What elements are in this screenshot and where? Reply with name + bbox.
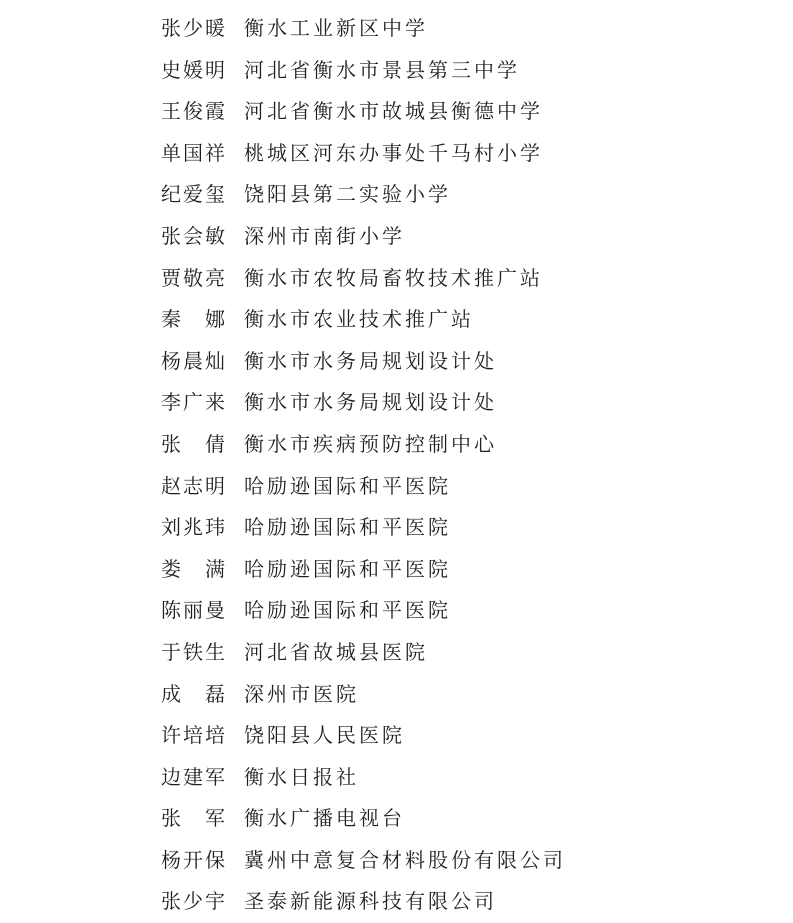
organization-name: 桃城区河东办事处千马村小学 [244,140,543,165]
list-item [0,798,793,840]
person-name: 秦 娜 [161,307,227,332]
person-name: 张少暖 [161,16,227,40]
list-item [0,382,793,424]
organization-name: 圣泰新能源科技有限公司 [244,889,497,914]
organization-name: 深州市医院 [244,681,359,706]
person-name: 单国祥 [161,140,227,165]
person-name: 杨开保 [161,847,227,872]
list-item [0,632,793,674]
organization-name: 河北省故城县医院 [244,639,428,664]
list-item [0,50,793,92]
list-item [0,299,793,341]
person-name: 王俊霞 [161,99,227,124]
list-item [0,341,793,383]
organization-name: 衡水市水务局规划设计处 [244,390,497,415]
person-name: 刘兆玮 [161,515,227,540]
person-name: 边建军 [161,764,227,789]
list-item [0,174,793,216]
list-item [0,674,793,716]
person-name: 张 倩 [161,431,227,456]
list-item [0,8,793,50]
organization-name: 哈励逊国际和平医院 [244,556,451,581]
list-item [0,91,793,133]
person-name: 许培培 [161,723,227,748]
person-name: 张会敏 [161,223,227,248]
list-item [0,258,793,300]
list-item [0,840,793,882]
list-item [0,757,793,799]
organization-name: 衡水广播电视台 [244,806,405,831]
list-item [0,133,793,175]
list-item [0,216,793,258]
organization-name: 河北省衡水市景县第三中学 [244,57,520,82]
person-name: 杨晨灿 [161,348,227,373]
organization-name: 衡水市水务局规划设计处 [244,348,497,373]
organization-name: 衡水日报社 [244,764,359,789]
person-name: 李广来 [161,390,227,415]
organization-name: 哈励逊国际和平医院 [244,598,451,623]
organization-name: 衡水市农牧局畜牧技术推广站 [244,265,543,290]
organization-name: 冀州中意复合材料股份有限公司 [244,847,566,872]
person-name: 陈丽曼 [161,598,227,623]
roster-list [0,8,793,923]
organization-name: 衡水市农业技术推广站 [244,307,474,332]
organization-name: 河北省衡水市故城县衡德中学 [244,99,543,124]
person-name: 娄 满 [161,556,227,581]
list-item [0,507,793,549]
person-name: 史媛明 [161,57,227,82]
person-name: 成 磊 [161,681,227,706]
person-name: 于铁生 [161,639,227,664]
list-item [0,424,793,466]
person-name: 张 军 [161,806,227,831]
list-item [0,715,793,757]
person-name: 贾敬亮 [161,265,227,290]
person-name: 张少宇 [161,889,227,914]
person-name: 赵志明 [161,473,227,498]
organization-name: 深州市南街小学 [244,223,405,248]
list-item [0,466,793,508]
organization-name: 哈励逊国际和平医院 [244,515,451,540]
list-item [0,549,793,591]
organization-name: 衡水工业新区中学 [244,16,428,40]
person-name: 纪爱玺 [161,182,227,207]
organization-name: 饶阳县人民医院 [244,723,405,748]
organization-name: 饶阳县第二实验小学 [244,182,451,207]
list-item [0,881,793,923]
organization-name: 哈励逊国际和平医院 [244,473,451,498]
list-item [0,590,793,632]
organization-name: 衡水市疾病预防控制中心 [244,431,497,456]
